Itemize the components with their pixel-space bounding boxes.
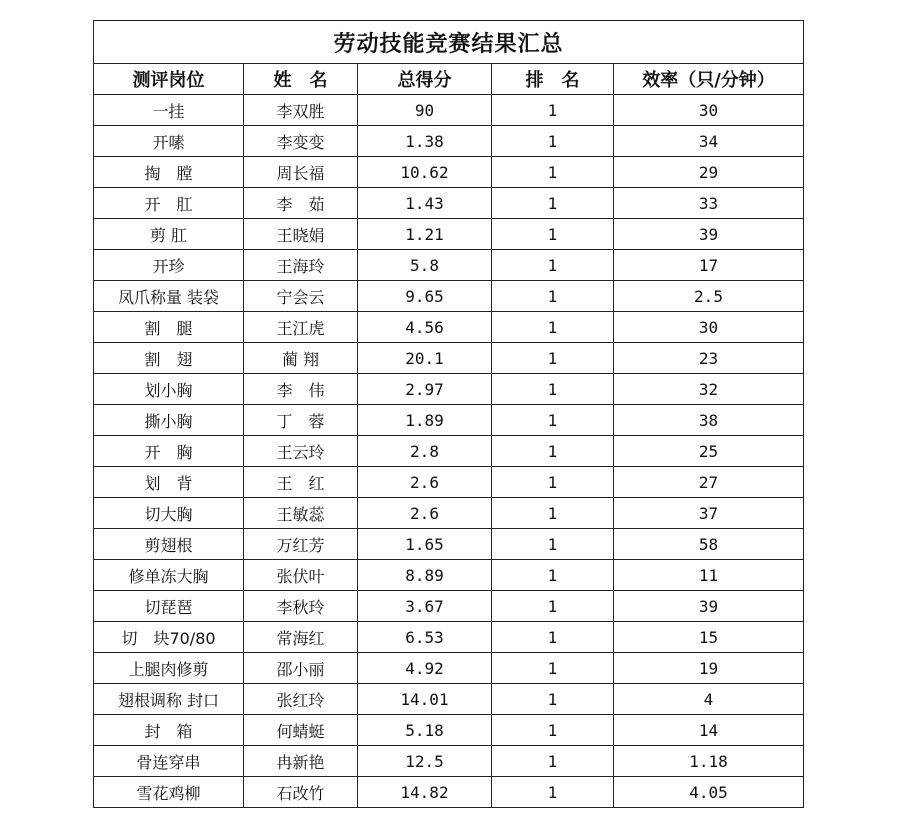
cell-rank: 1 — [492, 684, 614, 715]
cell-name: 李变变 — [244, 126, 358, 157]
cell-post: 修单冻大胸 — [94, 560, 244, 591]
cell-rate: 27 — [614, 467, 804, 498]
cell-rank: 1 — [492, 529, 614, 560]
cell-post: 开嗉 — [94, 126, 244, 157]
cell-score: 12.5 — [358, 746, 492, 777]
cell-post: 雪花鸡柳 — [94, 777, 244, 808]
cell-name: 石改竹 — [244, 777, 358, 808]
cell-score: 10.62 — [358, 157, 492, 188]
table-row — [94, 95, 804, 126]
cell-rate: 11 — [614, 560, 804, 591]
table-row — [94, 188, 804, 219]
results-table — [93, 20, 804, 808]
cell-post: 开 胸 — [94, 436, 244, 467]
header-row — [94, 64, 804, 95]
cell-name: 李双胜 — [244, 95, 358, 126]
cell-rate: 4 — [614, 684, 804, 715]
cell-rate: 2.5 — [614, 281, 804, 312]
column-header-name: 姓 名 — [244, 64, 358, 95]
cell-post: 骨连穿串 — [94, 746, 244, 777]
cell-rank: 1 — [492, 188, 614, 219]
table-row — [94, 684, 804, 715]
cell-rate: 30 — [614, 312, 804, 343]
cell-rate: 15 — [614, 622, 804, 653]
table-row — [94, 312, 804, 343]
cell-name: 李 伟 — [244, 374, 358, 405]
cell-score: 1.65 — [358, 529, 492, 560]
cell-post: 切大胸 — [94, 498, 244, 529]
cell-rank: 1 — [492, 436, 614, 467]
cell-rank: 1 — [492, 467, 614, 498]
table-row — [94, 436, 804, 467]
cell-rate: 33 — [614, 188, 804, 219]
cell-rate: 58 — [614, 529, 804, 560]
table-row — [94, 250, 804, 281]
cell-name: 邵小丽 — [244, 653, 358, 684]
cell-rate: 39 — [614, 591, 804, 622]
cell-score: 1.38 — [358, 126, 492, 157]
cell-post: 上腿肉修剪 — [94, 653, 244, 684]
cell-score: 8.89 — [358, 560, 492, 591]
cell-score: 1.21 — [358, 219, 492, 250]
cell-score: 5.8 — [358, 250, 492, 281]
cell-rank: 1 — [492, 746, 614, 777]
table-row — [94, 653, 804, 684]
cell-score: 1.43 — [358, 188, 492, 219]
cell-score: 5.18 — [358, 715, 492, 746]
cell-rate: 34 — [614, 126, 804, 157]
cell-score: 20.1 — [358, 343, 492, 374]
cell-score: 2.8 — [358, 436, 492, 467]
cell-name: 宁会云 — [244, 281, 358, 312]
cell-rank: 1 — [492, 715, 614, 746]
table-row — [94, 343, 804, 374]
cell-rank: 1 — [492, 343, 614, 374]
cell-name: 李 茹 — [244, 188, 358, 219]
cell-rate: 19 — [614, 653, 804, 684]
table-row — [94, 281, 804, 312]
cell-rank: 1 — [492, 777, 614, 808]
cell-score: 14.82 — [358, 777, 492, 808]
cell-name: 王 红 — [244, 467, 358, 498]
cell-score: 2.97 — [358, 374, 492, 405]
table-row — [94, 777, 804, 808]
cell-rank: 1 — [492, 250, 614, 281]
table-row — [94, 560, 804, 591]
cell-post: 翅根调称 封口 — [94, 684, 244, 715]
cell-name: 万红芳 — [244, 529, 358, 560]
table-row — [94, 126, 804, 157]
cell-score: 6.53 — [358, 622, 492, 653]
table-title: 劳动技能竞赛结果汇总 — [94, 21, 804, 64]
cell-score: 90 — [358, 95, 492, 126]
cell-score: 2.6 — [358, 467, 492, 498]
table-row — [94, 529, 804, 560]
cell-rank: 1 — [492, 95, 614, 126]
cell-rank: 1 — [492, 622, 614, 653]
cell-rank: 1 — [492, 219, 614, 250]
table-row — [94, 591, 804, 622]
table-row — [94, 405, 804, 436]
cell-post: 割 腿 — [94, 312, 244, 343]
cell-post: 剪 肛 — [94, 219, 244, 250]
cell-post: 开 肛 — [94, 188, 244, 219]
table-body — [94, 95, 804, 808]
cell-rate: 4.05 — [614, 777, 804, 808]
table-row — [94, 746, 804, 777]
cell-rank: 1 — [492, 405, 614, 436]
cell-score: 4.56 — [358, 312, 492, 343]
cell-post: 开珍 — [94, 250, 244, 281]
cell-rate: 1.18 — [614, 746, 804, 777]
cell-name: 蔺 翔 — [244, 343, 358, 374]
cell-name: 王敏蕊 — [244, 498, 358, 529]
cell-post: 封 箱 — [94, 715, 244, 746]
table-row — [94, 219, 804, 250]
cell-name: 冉新艳 — [244, 746, 358, 777]
cell-score: 14.01 — [358, 684, 492, 715]
cell-rank: 1 — [492, 312, 614, 343]
column-header-rank: 排 名 — [492, 64, 614, 95]
cell-rank: 1 — [492, 374, 614, 405]
cell-post: 凤爪称量 装袋 — [94, 281, 244, 312]
table-row — [94, 715, 804, 746]
cell-score: 9.65 — [358, 281, 492, 312]
cell-name: 王云玲 — [244, 436, 358, 467]
cell-name: 常海红 — [244, 622, 358, 653]
cell-score: 4.92 — [358, 653, 492, 684]
cell-rate: 30 — [614, 95, 804, 126]
cell-rank: 1 — [492, 591, 614, 622]
column-header-score: 总得分 — [358, 64, 492, 95]
cell-name: 王江虎 — [244, 312, 358, 343]
column-header-rate: 效率（只/分钟） — [614, 64, 804, 95]
cell-rank: 1 — [492, 560, 614, 591]
cell-rate: 37 — [614, 498, 804, 529]
cell-rank: 1 — [492, 126, 614, 157]
cell-post: 切 块70/80 — [94, 622, 244, 653]
cell-rate: 32 — [614, 374, 804, 405]
cell-score: 3.67 — [358, 591, 492, 622]
cell-post: 掏 膛 — [94, 157, 244, 188]
cell-rank: 1 — [492, 498, 614, 529]
cell-post: 一挂 — [94, 95, 244, 126]
cell-rate: 38 — [614, 405, 804, 436]
cell-rate: 17 — [614, 250, 804, 281]
cell-rank: 1 — [492, 157, 614, 188]
cell-post: 撕小胸 — [94, 405, 244, 436]
cell-post: 划小胸 — [94, 374, 244, 405]
cell-rate: 39 — [614, 219, 804, 250]
cell-score: 2.6 — [358, 498, 492, 529]
results-sheet — [93, 20, 803, 808]
cell-name: 张伏叶 — [244, 560, 358, 591]
cell-name: 丁 蓉 — [244, 405, 358, 436]
cell-rate: 14 — [614, 715, 804, 746]
cell-post: 割 翅 — [94, 343, 244, 374]
cell-name: 王晓娟 — [244, 219, 358, 250]
cell-name: 张红玲 — [244, 684, 358, 715]
cell-name: 王海玲 — [244, 250, 358, 281]
table-row — [94, 467, 804, 498]
table-row — [94, 622, 804, 653]
title-row — [94, 21, 804, 64]
cell-name: 何蜻蜓 — [244, 715, 358, 746]
table-row — [94, 157, 804, 188]
cell-name: 周长福 — [244, 157, 358, 188]
table-row — [94, 498, 804, 529]
cell-score: 1.89 — [358, 405, 492, 436]
table-row — [94, 374, 804, 405]
cell-rank: 1 — [492, 653, 614, 684]
cell-post: 划 背 — [94, 467, 244, 498]
cell-rate: 25 — [614, 436, 804, 467]
cell-post: 剪翅根 — [94, 529, 244, 560]
cell-rate: 29 — [614, 157, 804, 188]
cell-name: 李秋玲 — [244, 591, 358, 622]
cell-post: 切琵琶 — [94, 591, 244, 622]
cell-rank: 1 — [492, 281, 614, 312]
cell-rate: 23 — [614, 343, 804, 374]
column-header-post: 测评岗位 — [94, 64, 244, 95]
